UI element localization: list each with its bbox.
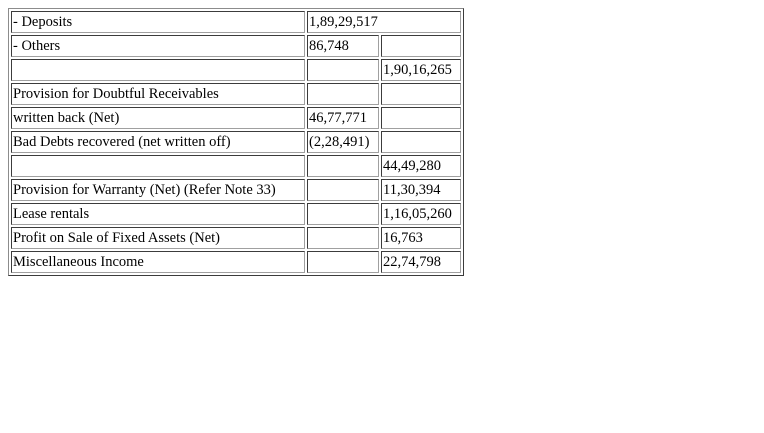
row-total: 16,763 xyxy=(381,227,461,249)
row-total xyxy=(381,83,461,105)
row-amount xyxy=(307,59,379,81)
row-total: 22,74,798 xyxy=(381,251,461,273)
row-total: 1,90,16,265 xyxy=(381,59,461,81)
row-total xyxy=(381,35,461,57)
row-amount xyxy=(307,251,379,273)
table-row xyxy=(11,227,461,249)
row-label: Lease rentals xyxy=(11,203,305,225)
table-row xyxy=(11,155,461,177)
row-label: written back (Net) xyxy=(11,107,305,129)
row-total: 11,30,394 xyxy=(381,179,461,201)
table-row xyxy=(11,203,461,225)
row-amount xyxy=(307,203,379,225)
table-row xyxy=(11,83,461,105)
table-row xyxy=(11,131,461,153)
row-label: Provision for Warranty (Net) (Refer Note 33) xyxy=(11,179,305,201)
row-amount xyxy=(307,179,379,201)
row-label: - Deposits xyxy=(11,11,305,33)
table-row xyxy=(11,11,461,33)
table-row xyxy=(11,179,461,201)
row-amount: (2,28,491) xyxy=(307,131,379,153)
row-total: 1,16,05,260 xyxy=(381,203,461,225)
row-amount: 1,89,29,517 xyxy=(307,11,461,33)
table-row xyxy=(11,59,461,81)
row-label xyxy=(11,155,305,177)
row-total xyxy=(381,107,461,129)
row-total: 44,49,280 xyxy=(381,155,461,177)
row-amount: 86,748 xyxy=(307,35,379,57)
row-label: Miscellaneous Income xyxy=(11,251,305,273)
table-row xyxy=(11,35,461,57)
row-amount xyxy=(307,155,379,177)
row-amount xyxy=(307,83,379,105)
table-row xyxy=(11,107,461,129)
row-label xyxy=(11,59,305,81)
row-label: Bad Debts recovered (net written off) xyxy=(11,131,305,153)
other-income-table xyxy=(8,8,464,276)
row-label: Profit on Sale of Fixed Assets (Net) xyxy=(11,227,305,249)
row-amount xyxy=(307,227,379,249)
row-label: - Others xyxy=(11,35,305,57)
row-total xyxy=(381,131,461,153)
row-label: Provision for Doubtful Receivables xyxy=(11,83,305,105)
table-row xyxy=(11,251,461,273)
row-amount: 46,77,771 xyxy=(307,107,379,129)
